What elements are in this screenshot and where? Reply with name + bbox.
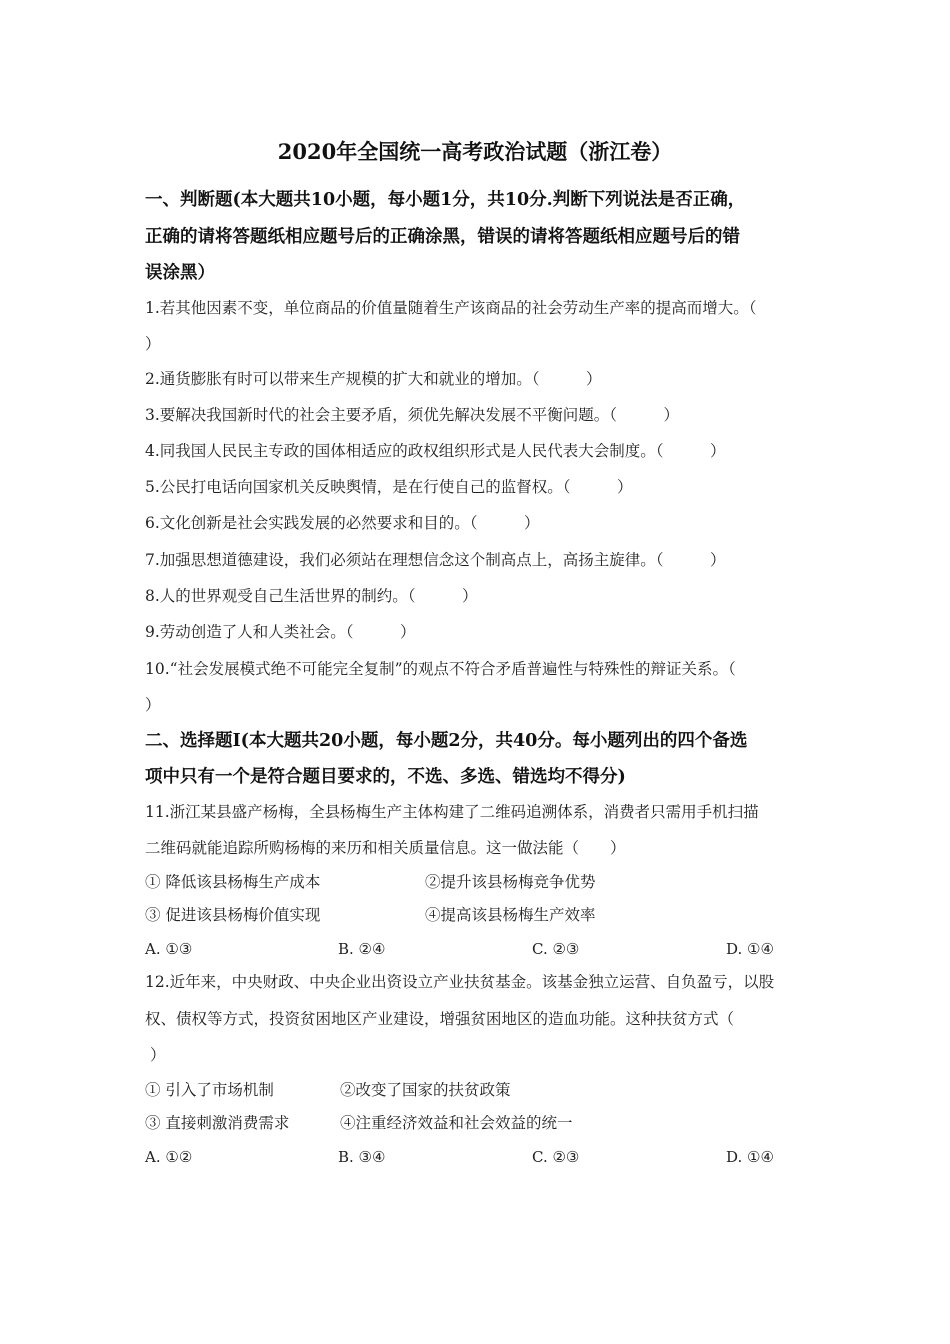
question-1: 1.若其他因素不变，单位商品的价值量随着生产该商品的社会劳动生产率的提高而增大。（ [145, 299, 757, 317]
option-item: ③ 直接刺激消费需求 [145, 1114, 290, 1132]
question-stem: 12.近年来，中央财政、中央企业出资设立产业扶贫基金。该基金独立运营、自负盈亏，以股 [145, 973, 775, 991]
question-stem: 权、债权等方式，投资贫困地区产业建设，增强贫困地区的造血功能。这种扶贫方式（ [145, 1010, 735, 1028]
question-2: 2.通货膨胀有时可以带来生产规模的扩大和就业的增加。（ ） [145, 370, 602, 388]
heading-line: 项中只有一个是符合题目要求的，不选、多选、错选均不得分) [145, 767, 626, 787]
choice-a: A. ①③ [145, 940, 193, 958]
question-6: 6.文化创新是社会实践发展的必然要求和目的。（ ） [145, 514, 540, 532]
question-stem: 11.浙江某县盛产杨梅，全县杨梅生产主体构建了二维码追溯体系，消费者只需用手机扫描 [145, 803, 759, 821]
option-item: ②改变了国家的扶贫政策 [340, 1081, 511, 1099]
choice-c: C. ②③ [532, 1148, 580, 1166]
question-1-cont: ） [145, 335, 161, 353]
option-item: ① 引入了市场机制 [145, 1081, 274, 1099]
heading-line: 二、选择题Ⅰ(本大题共20小题，每小题2分，共40分。每小题列出的四个备选 [145, 731, 748, 751]
choice-b: B. ②④ [338, 940, 386, 958]
option-item: ②提升该县杨梅竞争优势 [425, 873, 596, 891]
page-title: 2020年全国统一高考政治试题（浙江卷） [277, 139, 673, 164]
choice-a: A. ①② [145, 1148, 193, 1166]
question-10-cont: ） [145, 696, 161, 714]
question-10: 10.“社会发展模式绝不可能完全复制”的观点不符合矛盾普遍性与特殊性的辩证关系。（ [145, 660, 736, 678]
heading-line: 一、判断题(本大题共10小题，每小题1分，共10分.判断下列说法是否正确， [145, 190, 746, 210]
choice-c: C. ②③ [532, 940, 580, 958]
question-4: 4.同我国人民民主专政的国体相适应的政权组织形式是人民代表大会制度。（ ） [145, 442, 726, 460]
choice-d: D. ①④ [726, 940, 774, 958]
question-3: 3.要解决我国新时代的社会主要矛盾，须优先解决发展不平衡问题。（ ） [145, 406, 680, 424]
heading-line: 正确的请将答题纸相应题号后的正确涂黑，错误的请将答题纸相应题号后的错 [145, 227, 740, 247]
option-item: ④注重经济效益和社会效益的统一 [340, 1114, 573, 1132]
option-item: ① 降低该县杨梅生产成本 [145, 873, 321, 891]
choice-b: B. ③④ [338, 1148, 386, 1166]
question-5: 5.公民打电话向国家机关反映舆情，是在行使自己的监督权。（ ） [145, 478, 633, 496]
option-item: ④提高该县杨梅生产效率 [425, 906, 596, 924]
question-9: 9.劳动创造了人和人类社会。（ ） [145, 623, 416, 641]
question-stem: 二维码就能追踪所购杨梅的来历和相关质量信息。这一做法能（ ） [145, 839, 626, 857]
option-item: ③ 促进该县杨梅价值实现 [145, 906, 321, 924]
heading-line: 误涂黑） [145, 263, 215, 283]
question-stem: ） [150, 1046, 166, 1064]
question-8: 8.人的世界观受自己生活世界的制约。（ ） [145, 587, 478, 605]
choice-d: D. ①④ [726, 1148, 774, 1166]
question-7: 7.加强思想道德建设，我们必须站在理想信念这个制高点上，高扬主旋律。（ ） [145, 551, 726, 569]
